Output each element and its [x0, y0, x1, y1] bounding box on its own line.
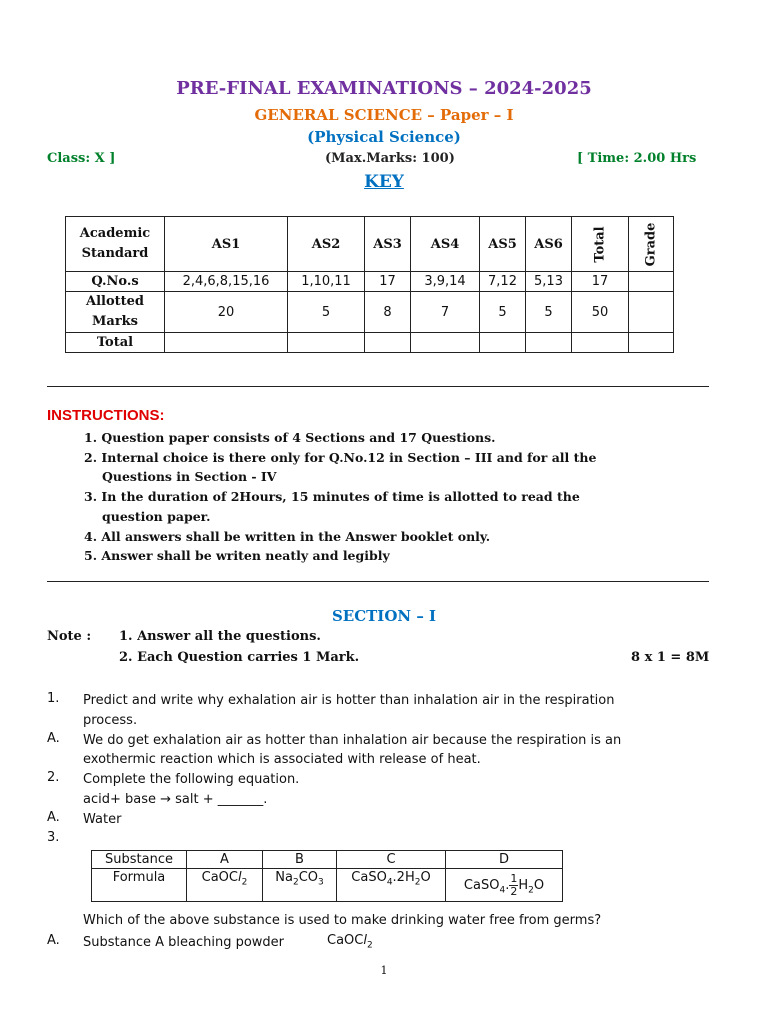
instruction-item: 5. Answer shall be writen neatly and legibly	[84, 548, 390, 563]
col-total	[572, 217, 629, 272]
answer-label: A.	[47, 731, 60, 746]
divider	[47, 386, 709, 387]
equation-text: acid+ base → salt + _______.	[83, 792, 268, 807]
max-marks-label: (Max.Marks: 100)	[325, 151, 455, 166]
subject-name: (Physical Science)	[307, 128, 461, 146]
col-grade	[629, 217, 674, 272]
question-text: process.	[83, 713, 138, 728]
class-label: Class: X ]	[47, 151, 116, 166]
answer-text: We do get exhalation air as hotter than inhalation air because the respiration is an	[83, 733, 622, 748]
table-header-cell: D	[446, 851, 563, 869]
table-cell: 5	[526, 292, 572, 333]
question-text: Which of the above substance is used to make drinking water free from germs?	[83, 913, 602, 928]
table-cell: 17	[572, 272, 629, 292]
row-label-academic-standard: Academic Standard	[66, 217, 165, 272]
table-cell: 1,10,11	[288, 272, 365, 292]
col-as6: AS6	[526, 217, 572, 272]
table-header-row	[66, 217, 674, 272]
answer-label: A.	[47, 810, 60, 825]
instructions-heading: INSTRUCTIONS:	[47, 407, 165, 424]
table-cell: 7	[411, 292, 480, 333]
col-grade-label: Grade	[643, 222, 659, 266]
table-cell: 3,9,14	[411, 272, 480, 292]
table-cell: 5	[480, 292, 526, 333]
instruction-item: question paper.	[102, 509, 211, 524]
table-cell	[629, 272, 674, 292]
answer-formula: CaOCl$_2$	[327, 933, 373, 951]
table-row	[66, 333, 674, 353]
question-number: 3.	[47, 830, 60, 845]
table-row	[66, 292, 674, 333]
instruction-item: 2. Internal choice is there only for Q.No.12 in Section – III and for all the	[84, 450, 597, 465]
table-cell	[572, 333, 629, 353]
formula-a: CaOCl$_2$	[187, 869, 263, 902]
question-number: 2.	[47, 770, 60, 785]
fraction: $\frac{1}{2}$	[510, 871, 518, 898]
note-item: 2. Each Question carries 1 Mark.	[119, 650, 360, 665]
divider	[47, 581, 709, 582]
row-label-allotted-marks: Allotted Marks	[66, 292, 165, 333]
table-cell	[411, 333, 480, 353]
table-cell	[288, 333, 365, 353]
table-cell: 7,12	[480, 272, 526, 292]
table-header-cell: B	[263, 851, 337, 869]
exam-title: PRE-FINAL EXAMINATIONS – 2024-2025	[176, 78, 592, 99]
col-total-label: Total	[592, 225, 608, 263]
table-row	[92, 869, 563, 902]
key-heading: KEY	[364, 172, 404, 192]
table-cell: 5,13	[526, 272, 572, 292]
row-label-total: Total	[66, 333, 165, 353]
instruction-item: Questions in Section - IV	[102, 469, 277, 484]
row-label-qnos: Q.No.s	[66, 272, 165, 292]
table-row	[66, 272, 674, 292]
academic-standards-table	[65, 216, 674, 353]
table-cell: 5	[288, 292, 365, 333]
table-cell	[480, 333, 526, 353]
instruction-item: 1. Question paper consists of 4 Sections and 17 Questions.	[84, 430, 496, 445]
note-label: Note :	[47, 629, 92, 644]
table-cell	[629, 333, 674, 353]
answer-text: Water	[83, 812, 122, 827]
col-as5: AS5	[480, 217, 526, 272]
table-cell	[165, 333, 288, 353]
formula-label: Formula	[92, 869, 187, 902]
answer-label: A.	[47, 933, 60, 948]
table-header-cell: A	[187, 851, 263, 869]
question-text: Complete the following equation.	[83, 772, 300, 787]
table-cell: 20	[165, 292, 288, 333]
col-as3: AS3	[365, 217, 411, 272]
table-header-cell: Substance	[92, 851, 187, 869]
table-header-cell: C	[337, 851, 446, 869]
table-cell: 50	[572, 292, 629, 333]
formula-b: $Na_2CO_3$	[263, 869, 337, 902]
table-cell: 8	[365, 292, 411, 333]
instruction-item: 4. All answers shall be written in the Answer booklet only.	[84, 529, 491, 544]
paper-subtitle: GENERAL SCIENCE – Paper – I	[254, 106, 514, 124]
substance-table	[91, 850, 563, 902]
table-cell	[365, 333, 411, 353]
time-label: [ Time: 2.00 Hrs	[577, 151, 697, 166]
note-item: 1. Answer all the questions.	[119, 629, 321, 644]
table-header-row	[92, 851, 563, 869]
question-text: Predict and write why exhalation air is hotter than inhalation air in the respiration	[83, 693, 615, 708]
col-as4: AS4	[411, 217, 480, 272]
answer-text: exothermic reaction which is associated with release of heat.	[83, 752, 481, 767]
col-as1: AS1	[165, 217, 288, 272]
question-number: 1.	[47, 691, 60, 706]
col-as2: AS2	[288, 217, 365, 272]
instruction-item: 3. In the duration of 2Hours, 15 minutes of time is allotted to read the	[84, 489, 580, 504]
table-cell: 17	[365, 272, 411, 292]
section-marks: 8 x 1 = 8M	[631, 650, 710, 665]
table-cell	[526, 333, 572, 353]
formula-d: CaSO$_4$. $\frac{1}{2}$ $H_2O$	[446, 869, 563, 902]
answer-text: Substance A bleaching powder	[83, 935, 285, 950]
page-number: 1	[380, 964, 388, 977]
table-cell: 2,4,6,8,15,16	[165, 272, 288, 292]
table-cell	[629, 292, 674, 333]
formula-c: $CaSO_4.2H_2O$	[337, 869, 446, 902]
section-heading: SECTION – I	[331, 607, 437, 625]
